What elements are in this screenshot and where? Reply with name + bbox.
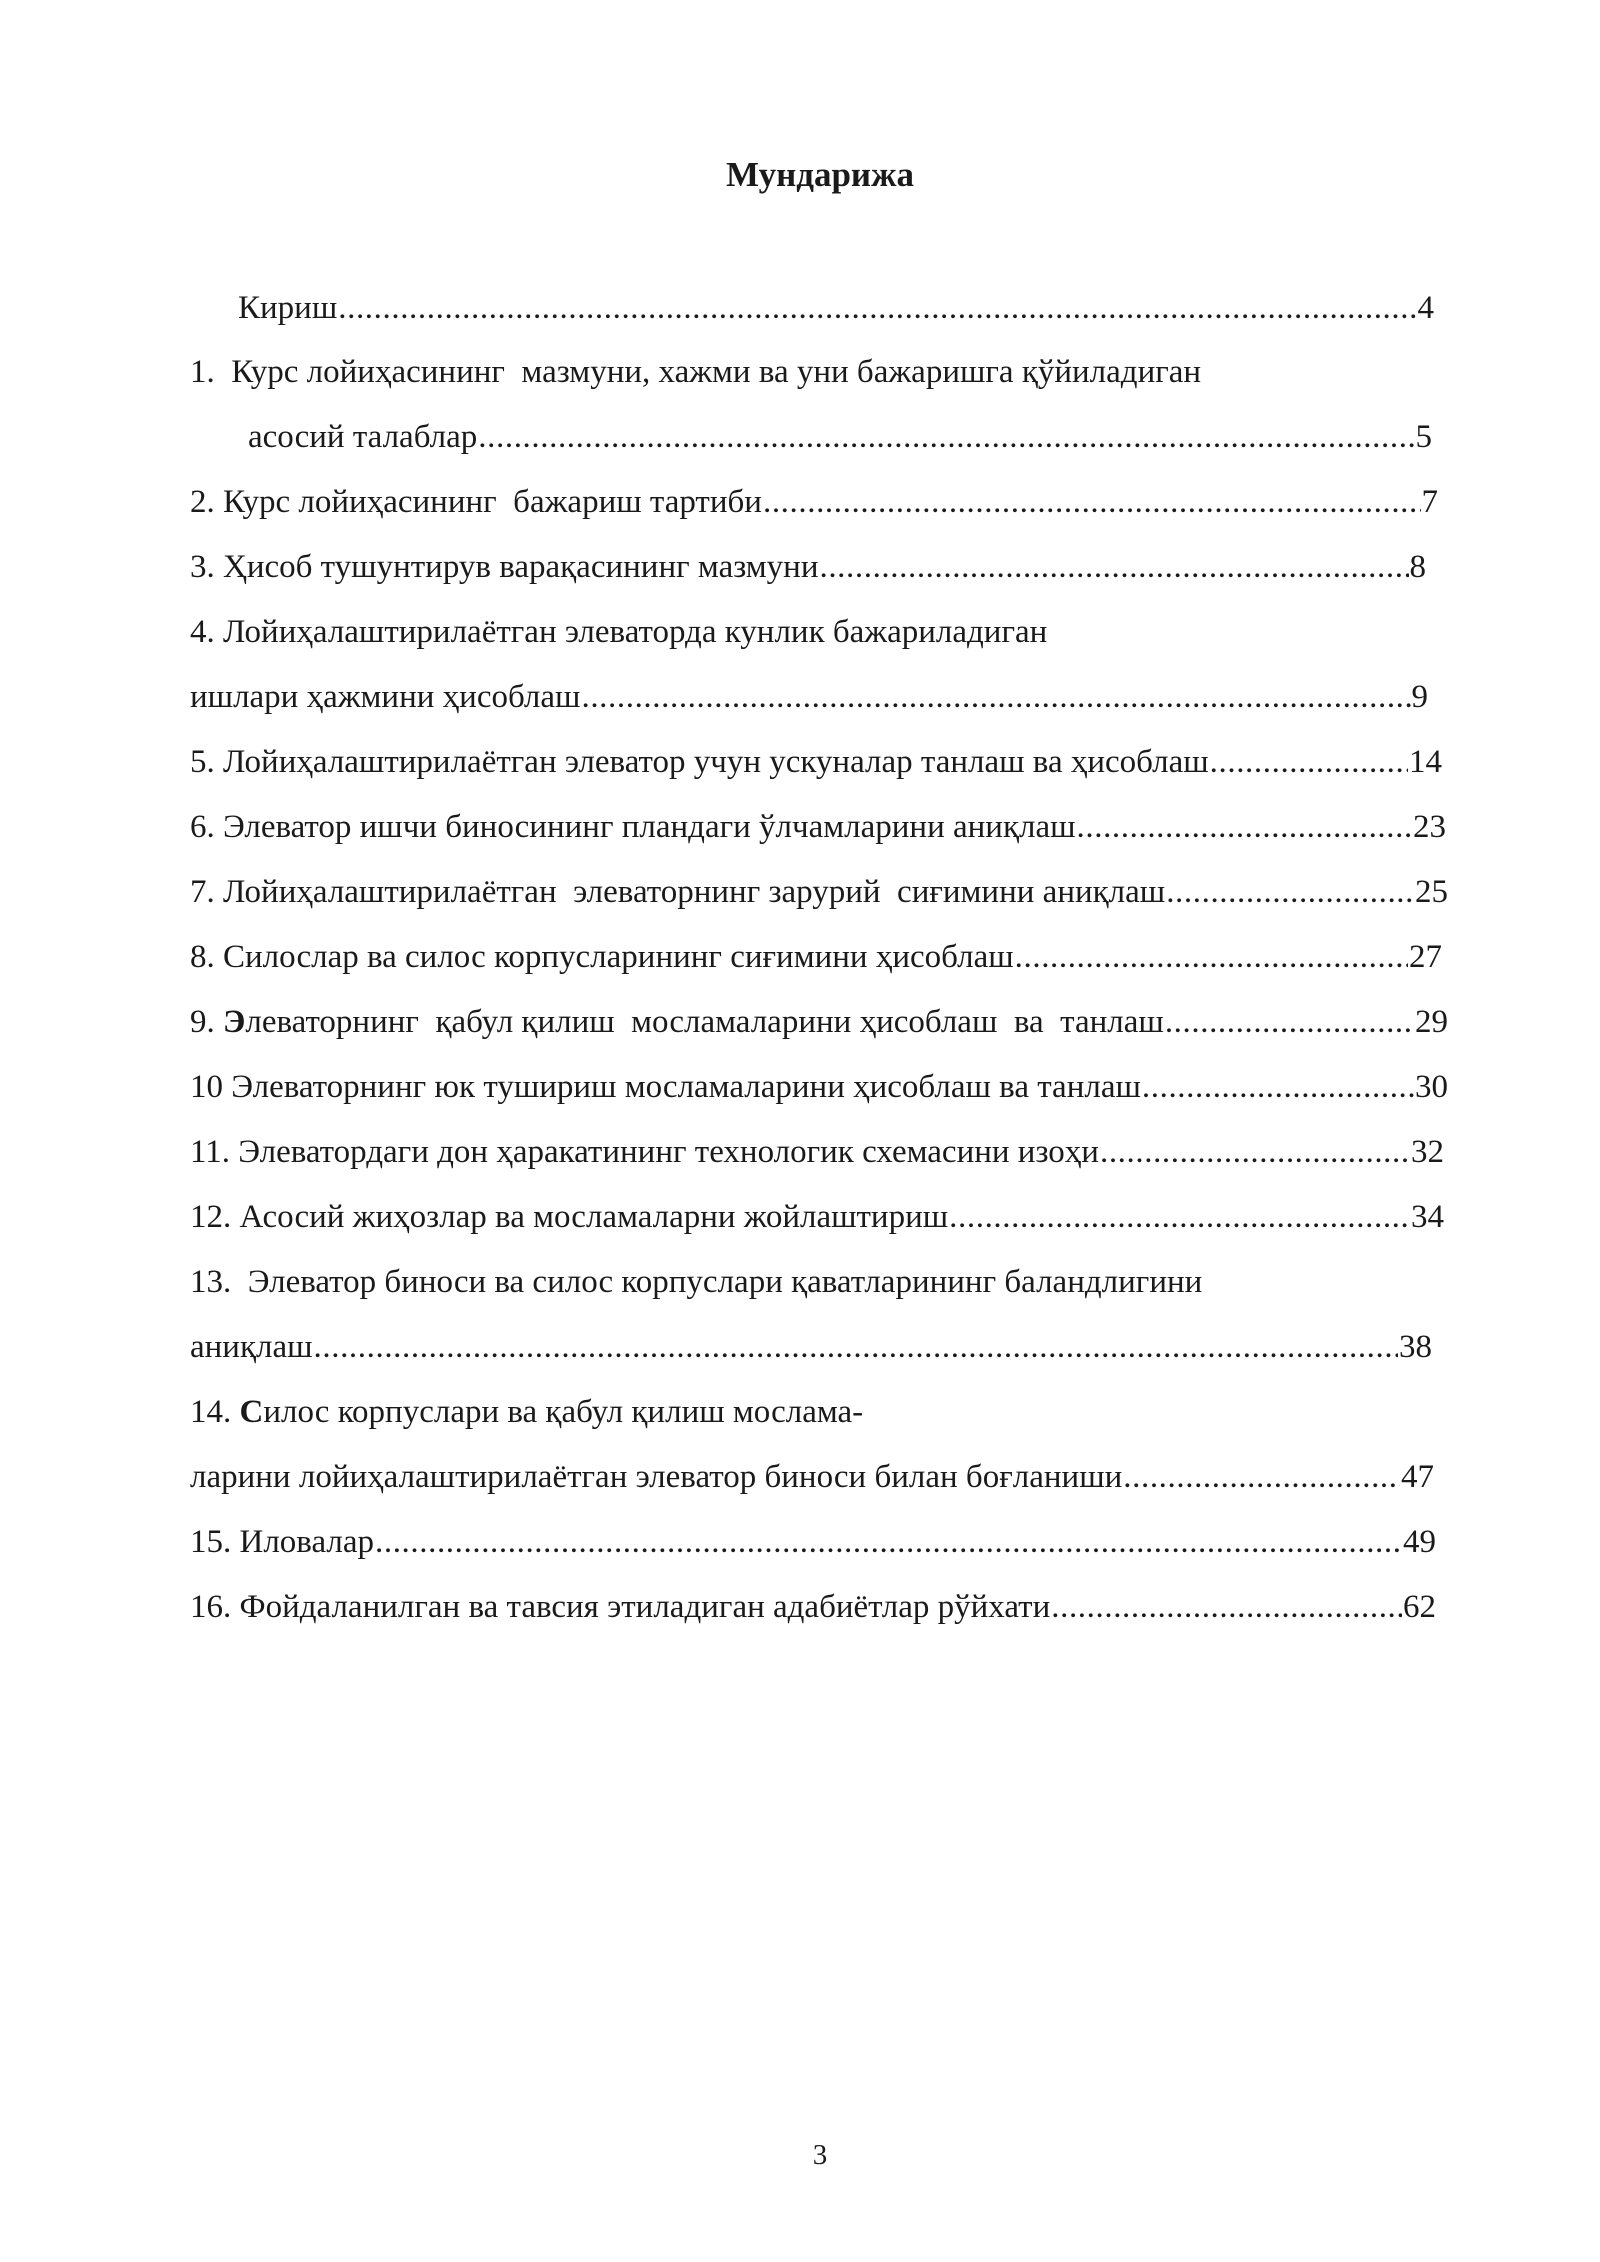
toc-page-number: 34 (1411, 1199, 1444, 1235)
dot-leader (1210, 740, 1408, 784)
toc-entry-1-line1: 1. Курс лойиҳасининг мазмуни, хажми ва уни бажаришга қўйиладиган (190, 354, 1202, 390)
toc-page-number: 62 (1403, 1589, 1436, 1625)
toc-entry-bold-letter: Э (223, 1004, 246, 1040)
toc-entry-text: 5. Лойиҳалаштирилаётган элеватор учун ускуналар танлаш ва ҳисоблаш (190, 744, 1209, 780)
dot-leader (1100, 1130, 1410, 1174)
dot-leader (1077, 805, 1412, 849)
dot-leader (478, 415, 1414, 459)
toc-page-number: 14 (1409, 744, 1442, 780)
toc-page-number: 32 (1411, 1134, 1444, 1170)
toc-entry-1-line2 (248, 415, 1432, 459)
toc-entry-10 (190, 1065, 1448, 1109)
toc-entry-4-line1: 4. Лойиҳалаштирилаётган элеваторда кунлик бажариладиган (190, 614, 1048, 650)
toc-entry-4-line2 (190, 675, 1428, 719)
toc-entry-3 (190, 545, 1426, 589)
toc-entry-15 (190, 1520, 1436, 1564)
dot-leader (338, 286, 1416, 330)
toc-entry-text: 12. Асосий жиҳозлар ва мосламаларни жойлаштириш (190, 1199, 949, 1235)
toc-page-number: 8 (1409, 549, 1426, 585)
toc-entry-text: аниқлаш (190, 1329, 313, 1365)
toc-entry-8 (190, 935, 1442, 979)
dot-leader (581, 675, 1410, 719)
toc-entry-text: 8. Силослар ва силос корпусларининг сиғимини ҳисоблаш (190, 939, 1014, 975)
toc-page-number: 5 (1415, 419, 1432, 455)
dot-leader (1165, 1000, 1414, 1044)
toc-entry-text: ишлари ҳажмини ҳисоблаш (190, 679, 581, 715)
page-number: 3 (812, 2139, 828, 2171)
toc-entry-text: 11. Элеватордаги дон ҳаракатининг технологик схемасини изоҳи (190, 1134, 1099, 1170)
toc-entry-text: 10 Элеваторнинг юк тушириш мосламаларини ҳисоблаш ва танлаш (190, 1069, 1141, 1105)
toc-entry-prefix: 14. (190, 1394, 240, 1430)
dot-leader (1142, 1065, 1414, 1109)
toc-entry-14-line1 (190, 1390, 863, 1434)
dot-leader (763, 480, 1421, 524)
toc-entry-7 (190, 870, 1448, 914)
toc-page-number: 4 (1417, 290, 1434, 326)
toc-page-number: 9 (1411, 679, 1428, 715)
toc-entry-14-line2 (190, 1455, 1434, 1499)
toc-entry-prefix: 9. (190, 1004, 223, 1040)
toc-entry-rest: леваторнинг қабул қилиш мосламаларини ҳисоблаш ва танлаш (245, 1004, 1164, 1040)
dot-leader (1015, 935, 1408, 979)
toc-entry-2 (190, 480, 1438, 524)
dot-leader (375, 1520, 1402, 1564)
toc-page-number: 38 (1399, 1329, 1432, 1365)
toc-entry-13-line2 (190, 1325, 1432, 1369)
toc-page-number: 7 (1421, 484, 1438, 520)
toc-entry-text: 6. Элеватор ишчи биносининг пландаги ўлчамларини аниқлаш (190, 809, 1076, 845)
dot-leader (314, 1325, 1398, 1369)
toc-entry-text: ларини лойиҳалаштирилаётган элеватор биноси билан боғланиши (190, 1459, 1123, 1495)
toc-entry-text: асосий талаблар (248, 419, 478, 455)
toc-entry-12 (190, 1195, 1444, 1239)
toc-entry-intro (238, 286, 1434, 330)
toc-page-number: 27 (1409, 939, 1442, 975)
toc-entry-text: 16. Фойдаланилган ва тавсия этиладиган адабиётлар рўйхати (190, 1589, 1051, 1625)
toc-entry-text: 15. Иловалар (190, 1524, 374, 1560)
dot-leader (1051, 1585, 1402, 1629)
toc-page-number: 30 (1415, 1069, 1448, 1105)
toc-entry-5 (190, 740, 1442, 784)
toc-page-number: 29 (1415, 1004, 1448, 1040)
toc-entry-bold-letter: С (239, 1394, 264, 1430)
toc-entry-text: 7. Лойиҳалаштирилаётган элеваторнинг зарурий сиғимини аниқлаш (190, 874, 1166, 910)
dot-leader (949, 1195, 1410, 1239)
toc-page-number: 23 (1413, 809, 1446, 845)
toc-entry-text: Кириш (238, 290, 338, 326)
toc-entry-11 (190, 1130, 1444, 1174)
toc-entry-16 (190, 1585, 1436, 1629)
dot-leader (819, 545, 1408, 589)
dot-leader (1123, 1455, 1400, 1499)
toc-entry-9 (190, 1000, 1448, 1044)
toc-page-number: 47 (1401, 1459, 1434, 1495)
toc-entry-text: 3. Ҳисоб тушунтирув варақасининг мазмуни (190, 549, 819, 585)
toc-entry-text (190, 1000, 1164, 1044)
dot-leader (1166, 870, 1414, 914)
toc-entry-13-line1: 13. Элеватор биноси ва силос корпуслари қаватларининг баландлигини (190, 1264, 1203, 1300)
toc-page-number: 25 (1415, 874, 1448, 910)
toc-page-number: 49 (1403, 1524, 1436, 1560)
toc-entry-text: 2. Курс лойиҳасининг бажариш тартиби (190, 484, 762, 520)
toc-entry-rest: илос корпуслари ва қабул қилиш мослама- (263, 1394, 864, 1430)
page-title: Мундарижа (726, 155, 914, 194)
toc-entry-6 (190, 805, 1446, 849)
